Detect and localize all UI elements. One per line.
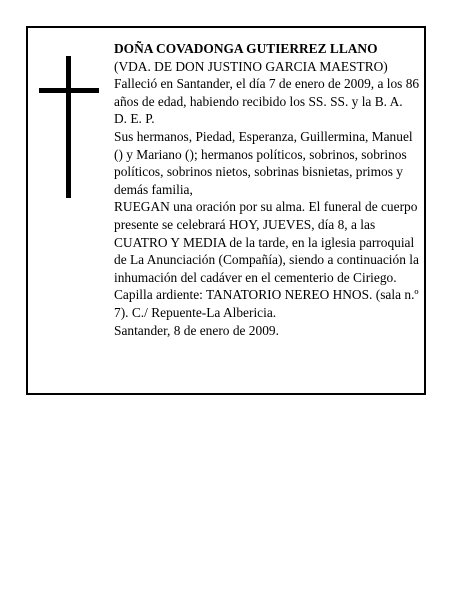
cross-horizontal-bar <box>39 88 99 93</box>
widow-of: (VDA. DE DON JUSTINO GARCIA MAESTRO) <box>114 58 388 74</box>
dep-text: D. E. P. <box>114 111 155 127</box>
cross-icon <box>39 56 99 198</box>
death-info: Falleció en Santander, el día 7 de enero de 2009, a los 86 años de edad, habiendo recibido los SS. SS. y la B. A. <box>114 76 420 109</box>
prayer-request: RUEGAN una oración por su alma. El funeral de cuerpo presente se celebrará HOY, JUEVES, día 8, a las CUATRO Y MEDIA de la tarde, en la iglesia parroquial de La Anunciación (Compañía), siendo a continuación la inhumación del cadáver en el cementerio de Ciriego. Capilla ardiente: TANATORIO NEREO HNOS. (sala n.º 7). C./ Repuente-La Albericia. <box>114 199 419 320</box>
family-text: Sus hermanos, Piedad, Esperanza, Guillermina, Manuel () y Mariano (); hermanos políticos, sobrinos, sobrinos políticos, sobrinos nietos, sobrinas bisnietas, primos y demás familia, <box>114 128 413 197</box>
cross-vertical-bar <box>66 56 71 198</box>
deceased-name: DOÑA COVADONGA GUTIERREZ LLANO <box>114 41 378 56</box>
obituary-notice <box>26 26 426 395</box>
place-date: Santander, 8 de enero de 2009. <box>114 322 279 338</box>
notice-text <box>114 40 422 339</box>
